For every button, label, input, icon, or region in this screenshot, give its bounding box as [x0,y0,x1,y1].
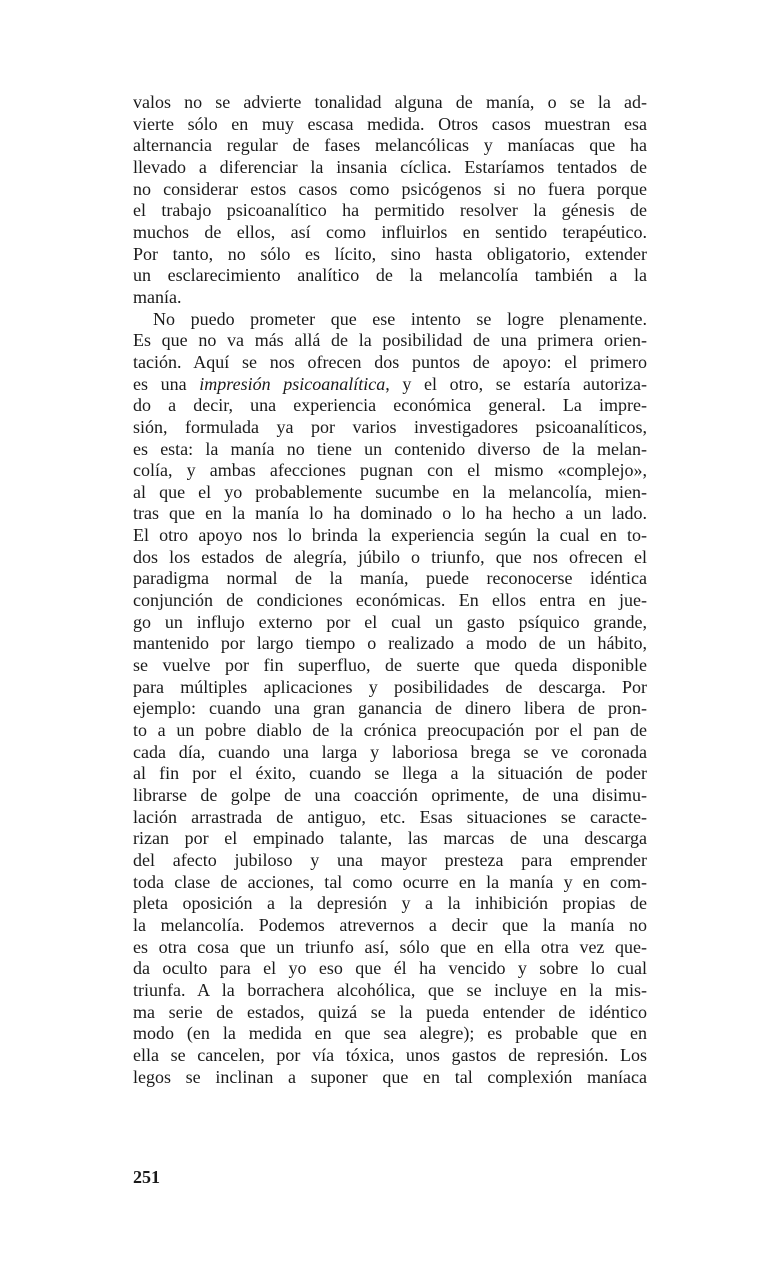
text-line: sión, formulada ya por varios investigadores psicoanalíticos, [133,416,647,437]
text-line: ma serie de estados, quizá se la pueda entender de idéntico [133,1001,647,1022]
text-line: manía. [133,286,182,307]
text-line: la melancolía. Podemos atrevernos a decir que la manía no [133,914,647,935]
text-line: conjunción de condiciones económicas. En ellos entra en jue- [133,590,647,611]
text-line: cada día, cuando una larga y laboriosa brega se ve coronada [133,741,647,762]
text-line: to a un pobre diablo de la crónica preocupación por el pan de [133,720,647,741]
text-line: ella se cancelen, por vía tóxica, unos gastos de represión. Los [133,1044,647,1065]
text-line: pleta oposición a la depresión y a la inhibición propias de [133,893,647,914]
text-line: llevado a diferenciar la insania cíclica. Estaríamos tentados de [133,156,647,177]
text-segment: , y el otro, se estaría autoriza- [385,373,647,394]
text-line: El otro apoyo nos lo brinda la experiencia según la cual en to- [133,525,647,546]
text-line: es esta: la manía no tiene un contenido diverso de la melan- [133,438,647,459]
text-line: da oculto para el yo eso que él ha vencido y sobre lo cual [133,958,647,979]
text-line: lación arrastrada de antiguo, etc. Esas situaciones se caracte- [133,806,647,827]
text-line: go un influjo externo por el cual un gasto psíquico grande, [133,611,647,632]
paragraph [133,92,647,309]
text-line: modo (en la medida en que sea alegre); es probable que en [133,1023,647,1044]
text-line: paradigma normal de la manía, puede reconocerse idéntica [133,568,647,589]
text-line: mantenido por largo tiempo o realizado a modo de un hábito, [133,633,647,654]
text-line: se vuelve por fin superfluo, de suerte que queda disponible [133,655,647,676]
text-line: dos los estados de alegría, júbilo o triunfo, que nos ofrecen el [133,546,647,567]
text-line: colía, y ambas afecciones pugnan con el mismo «complejo», [133,460,647,481]
text-line: para múltiples aplicaciones y posibilidades de descarga. Por [133,676,647,697]
text-line: un esclarecimiento analítico de la melancolía también a la [133,265,647,286]
text-line: triunfa. A la borrachera alcohólica, que se incluye en la mis- [133,979,647,1000]
text-line: tras que en la manía lo ha dominado o lo ha hecho a un lado. [133,503,647,524]
text-line: el trabajo psicoanalítico ha permitido resolver la génesis de [133,200,647,221]
text-line: al fin por el éxito, cuando se llega a la situación de poder [133,763,647,784]
text-line: no considerar estos casos como psicógenos si no fuera porque [133,178,647,199]
text-segment: es una [133,373,200,394]
text-line: No puedo prometer que ese intento se logre plenamente. [153,308,647,329]
text-line: del afecto jubiloso y una mayor presteza para emprender [133,849,647,870]
text-line [133,374,647,396]
text-line: muchos de ellos, así como influirlos en sentido terapéutico. [133,221,647,242]
body-text [133,92,647,1088]
text-line: valos no se advierte tonalidad alguna de manía, o se la ad- [133,92,647,112]
text-line: rizan por el empinado talante, las marcas de una descarga [133,828,647,849]
text-line: do a decir, una experiencia económica general. La impre- [133,395,647,416]
text-line: Por tanto, no sólo es lícito, sino hasta obligatorio, extender [133,243,647,264]
text-line: Es que no va más allá de la posibilidad de una primera orien- [133,330,647,351]
text-line: ejemplo: cuando una gran ganancia de dinero libera de pron- [133,698,647,719]
text-line: legos se inclinan a suponer que en tal complexión maníaca [133,1066,647,1087]
page-number: 251 [133,1167,160,1187]
text-line: librarse de golpe de una coacción oprimente, de una disimu- [133,785,647,805]
text-line: tación. Aquí se nos ofrecen dos puntos de apoyo: el primero [133,351,647,372]
text-line: es otra cosa que un triunfo así, sólo que en ella otra vez que- [133,936,647,957]
italic-text: impresión psicoanalítica [199,373,386,394]
paragraph [133,309,647,1089]
text-line: al que el yo probablemente sucumbe en la melancolía, mien- [133,481,647,502]
text-line: alternancia regular de fases melancólicas y maníacas que ha [133,135,647,156]
text-line: vierte sólo en muy escasa medida. Otros casos muestran esa [133,113,647,134]
text-line: toda clase de acciones, tal como ocurre en la manía y en com- [133,871,647,892]
